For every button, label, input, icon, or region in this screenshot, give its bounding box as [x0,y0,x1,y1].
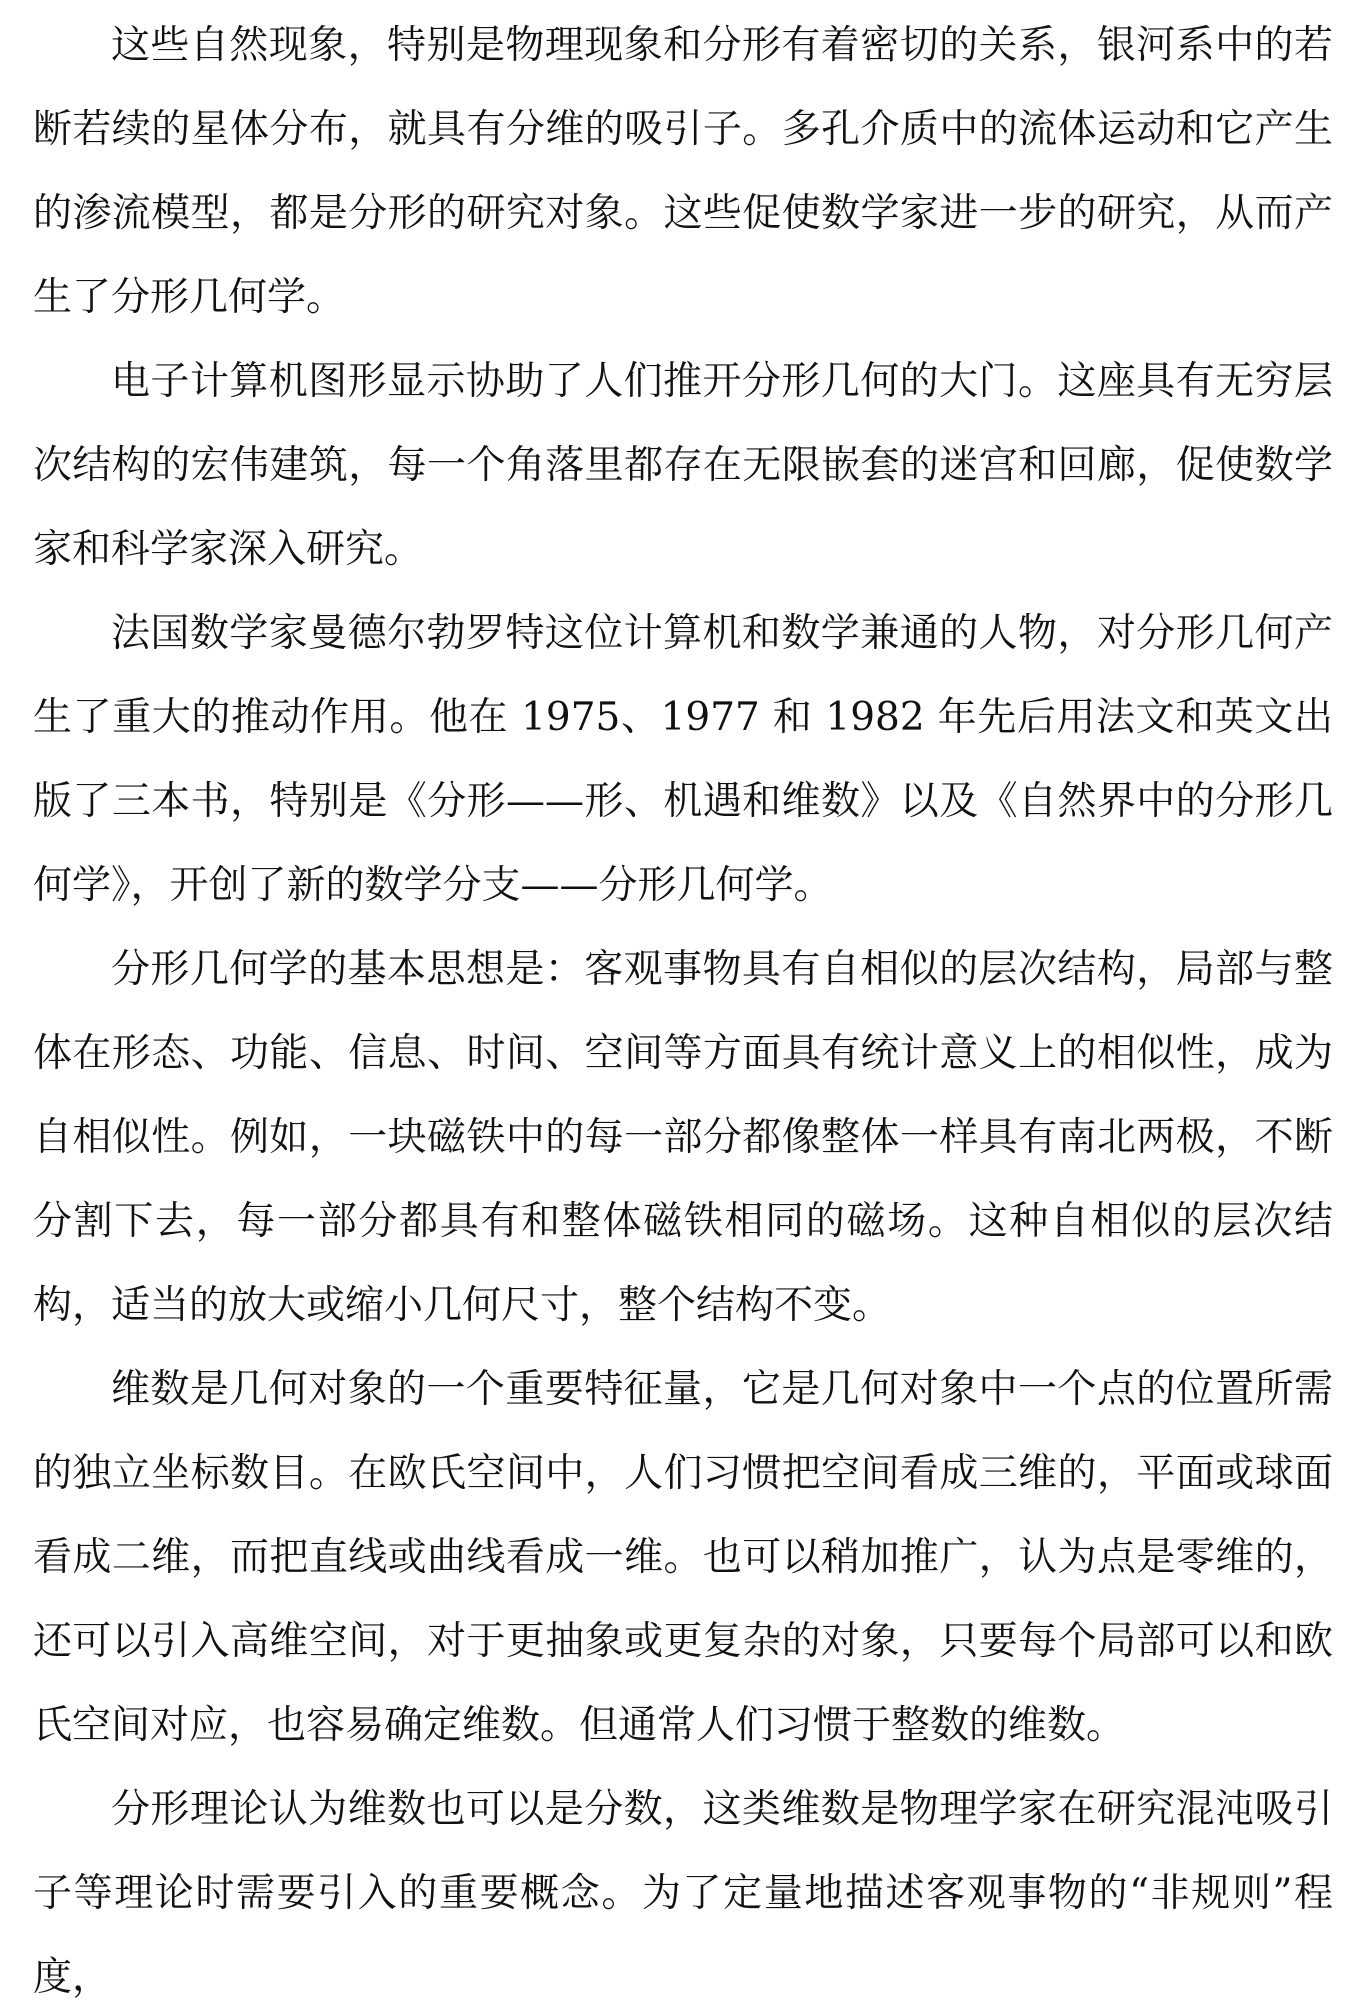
paragraph-3: 法国数学家曼德尔勃罗特这位计算机和数学兼通的人物，对分形几何产生了重大的推动作用。他在 1975、1977 和 1982 年先后用法文和英文出版了三本书，特别是《分形——形、机遇和维数》以及《自然界中的分形几何学》，开创了新的数学分支——分形几何学。 [33,611,1333,908]
paragraph-1: 这些自然现象，特别是物理现象和分形有着密切的关系，银河系中的若断若续的星体分布，就具有分维的吸引子。多孔介质中的流体运动和它产生的渗流模型，都是分形的研究对象。这些促使数学家进一步的研究，从而产生了分形几何学。 [33,23,1333,320]
document-page [33,0,1333,2016]
paragraph-2: 电子计算机图形显示协助了人们推开分形几何的大门。这座具有无穷层次结构的宏伟建筑，每一个角落里都存在无限嵌套的迷宫和回廊，促使数学家和科学家深入研究。 [33,359,1333,572]
paragraph-4: 分形几何学的基本思想是：客观事物具有自相似的层次结构，局部与整体在形态、功能、信息、时间、空间等方面具有统计意义上的相似性，成为自相似性。例如，一块磁铁中的每一部分都像整体一样具有南北两极，不断分割下去，每一部分都具有和整体磁铁相同的磁场。这种自相似的层次结构，适当的放大或缩小几何尺寸，整个结构不变。 [33,947,1333,1328]
paragraph-5: 维数是几何对象的一个重要特征量，它是几何对象中一个点的位置所需的独立坐标数目。在欧氏空间中，人们习惯把空间看成三维的，平面或球面看成二维，而把直线或曲线看成一维。也可以稍加推广，认为点是零维的，还可以引入高维空间，对于更抽象或更复杂的对象，只要每个局部可以和欧氏空间对应，也容易确定维数。但通常人们习惯于整数的维数。 [33,1367,1333,1748]
paragraph-6: 分形理论认为维数也可以是分数，这类维数是物理学家在研究混沌吸引子等理论时需要引入的重要概念。为了定量地描述客观事物的“非规则”程度， [33,1787,1333,2000]
